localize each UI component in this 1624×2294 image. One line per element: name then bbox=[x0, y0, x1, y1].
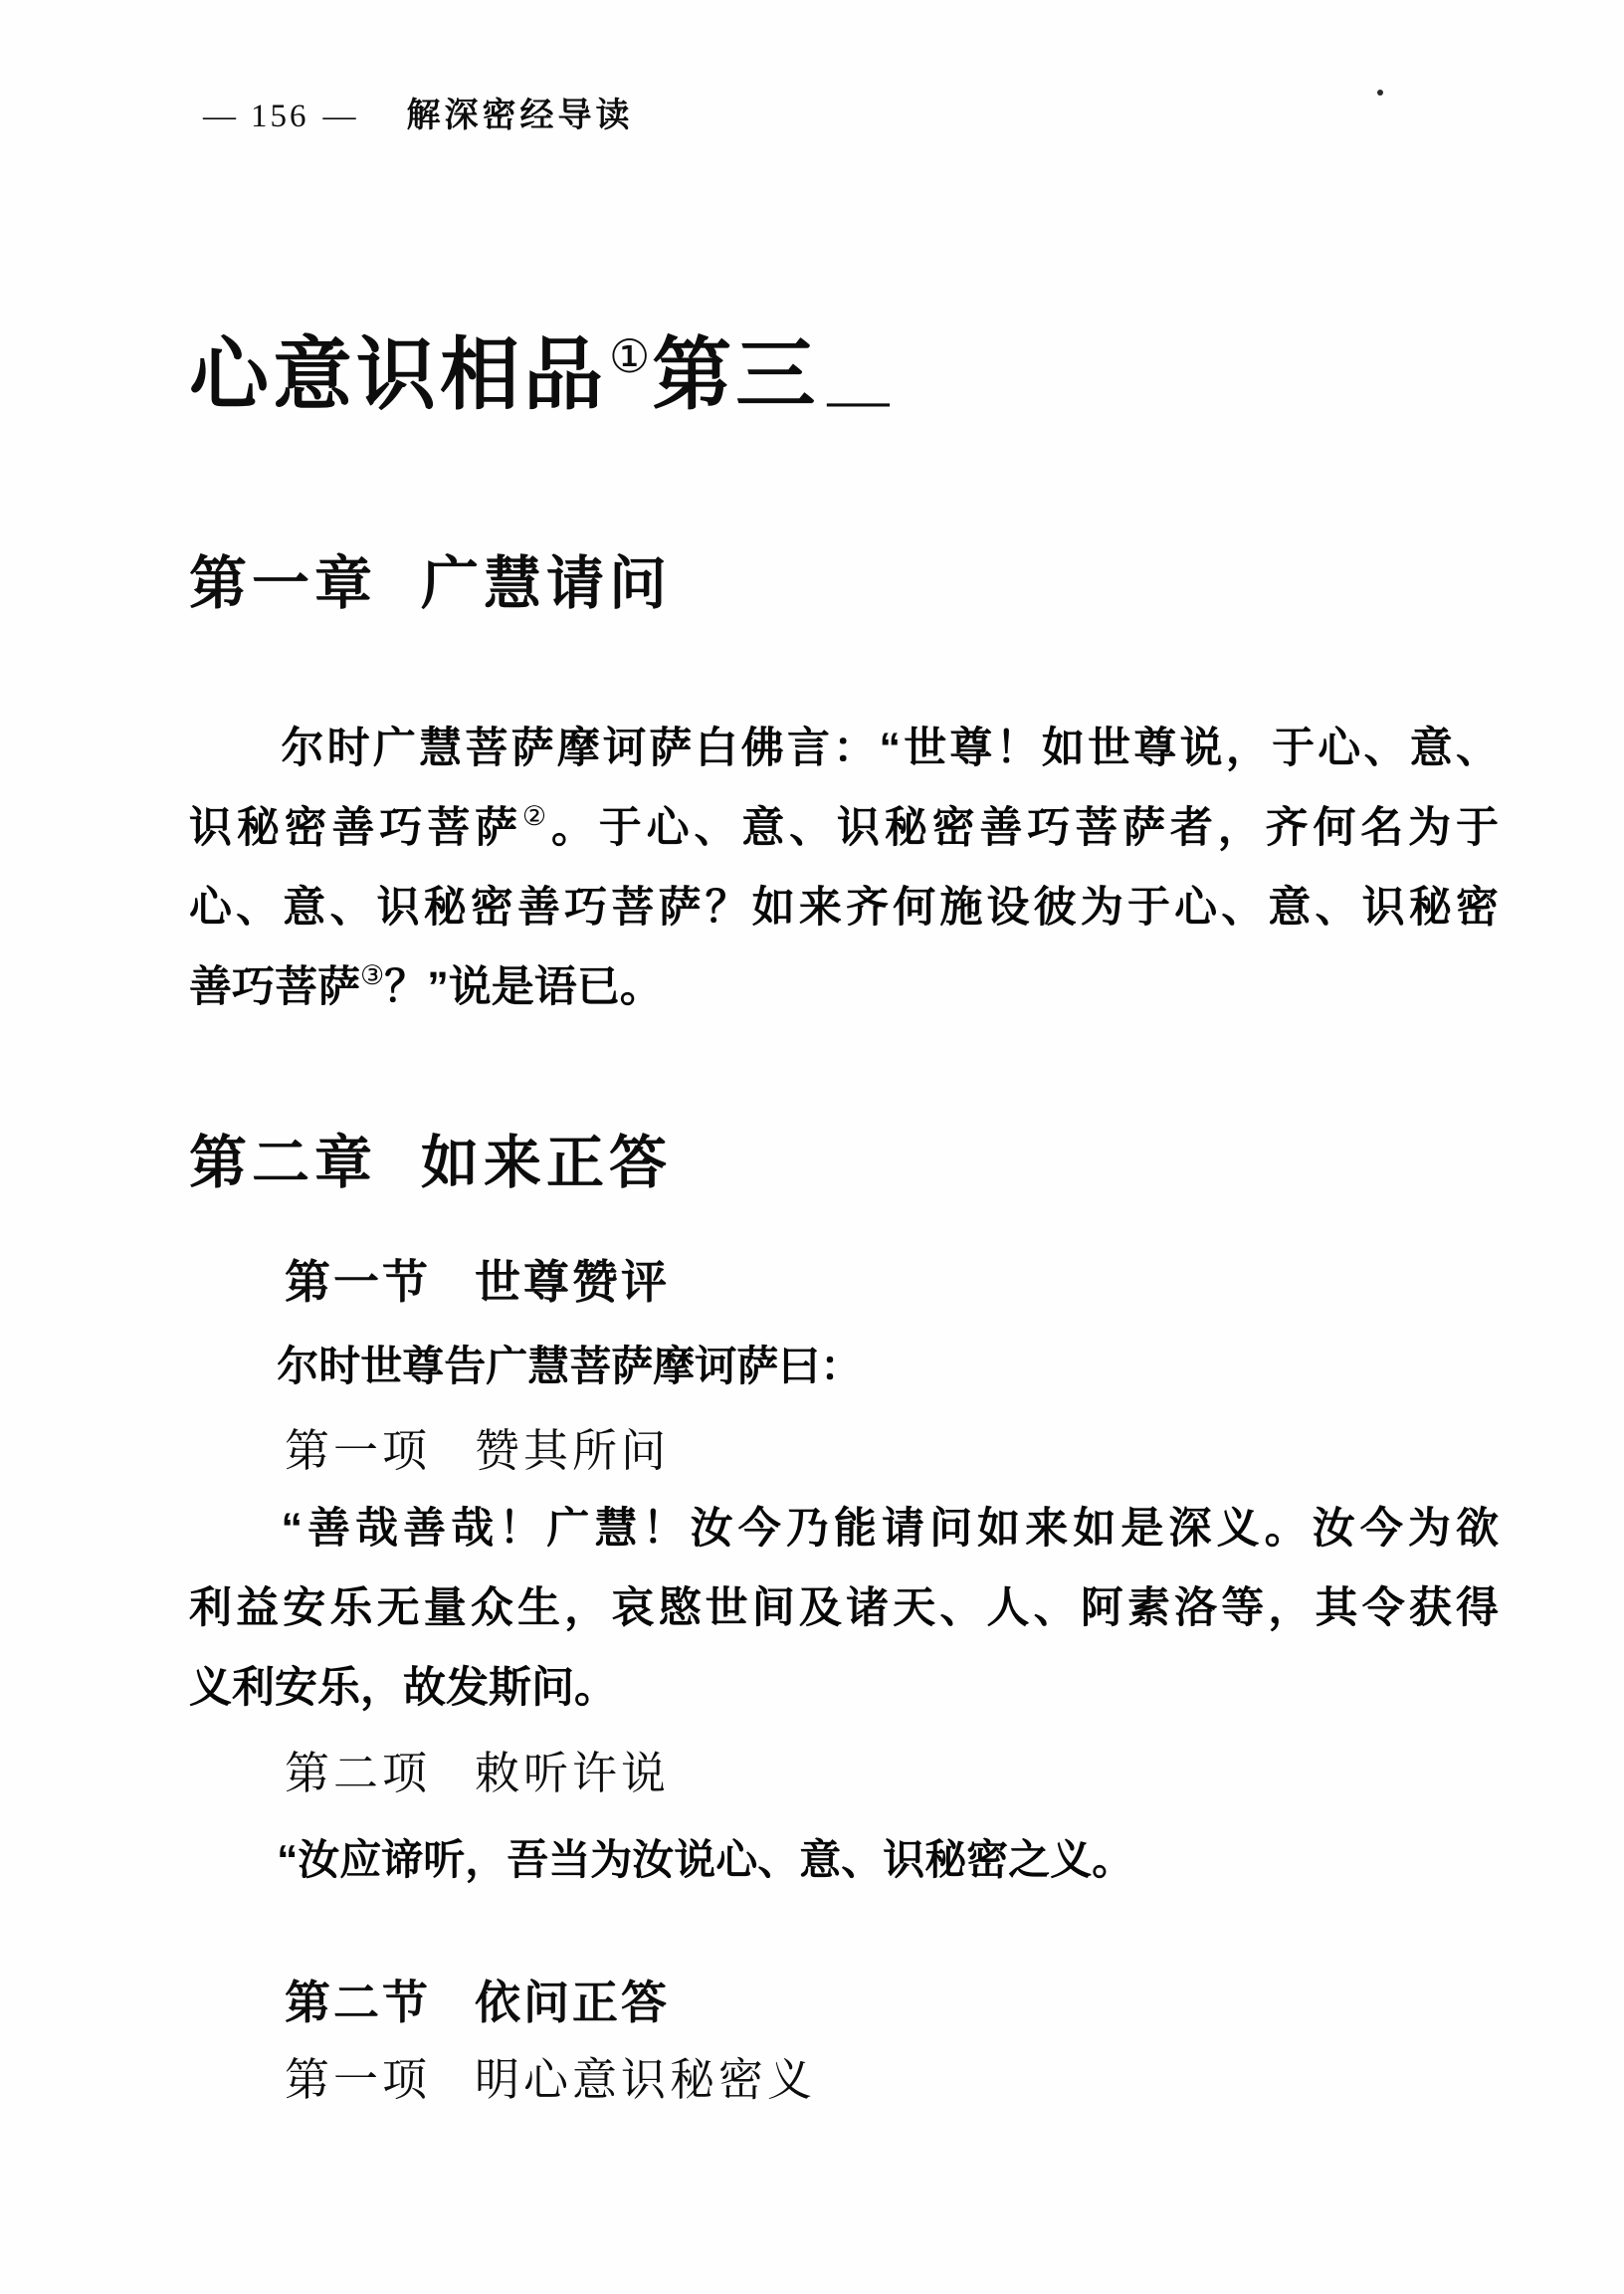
page-title-number: 第三 bbox=[652, 332, 820, 420]
paragraph-line-text: ？”说是语已。 bbox=[384, 963, 663, 1011]
paragraph-line-text: 识秘密善巧菩萨 bbox=[189, 804, 522, 852]
running-header bbox=[189, 88, 634, 136]
page-title-text: 心意识相品 bbox=[189, 332, 607, 420]
paragraph-line-text: 。于心、意、识秘密善巧菩萨者，齐何名为于 bbox=[550, 804, 1499, 852]
footnote-ref-3: ③ bbox=[360, 960, 385, 990]
book-title: 解深密经导读 bbox=[406, 97, 634, 134]
paragraph-listen: “汝应谛听，吾当为汝说心、意、识秘密之义。 bbox=[277, 1836, 1134, 1883]
item-2-label: 第二项 bbox=[285, 1749, 432, 1798]
header-dash-right: — bbox=[322, 99, 357, 134]
paragraph-line bbox=[189, 788, 1499, 868]
item-1-heading bbox=[285, 1427, 670, 1477]
paragraph-line: “善哉善哉！广慧！汝今乃能请问如来如是深义。汝今为欲 bbox=[281, 1505, 1499, 1553]
item-1-title: 赞其所问 bbox=[475, 1426, 671, 1476]
paragraph-line: 利益安乐无量众生，哀愍世间及诸天、人、阿素洛等，其令获得 bbox=[189, 1584, 1499, 1632]
item-1-label: 第一项 bbox=[285, 1426, 432, 1476]
chapter-1-heading bbox=[189, 551, 673, 616]
item-3-label: 第一项 bbox=[285, 2055, 432, 2105]
paragraph-line bbox=[189, 947, 1499, 1027]
chapter-2-title: 如来正答 bbox=[421, 1131, 673, 1195]
section-1-heading bbox=[285, 1258, 670, 1309]
paragraph-line: 尔时广慧菩萨摩诃萨白佛言：“世尊！如世尊说，于心、意、 bbox=[281, 725, 1499, 772]
page-number: 156 bbox=[251, 99, 309, 134]
chapter-1-label: 第一章 bbox=[189, 551, 378, 616]
section-1-title: 世尊赞评 bbox=[475, 1257, 670, 1308]
section-2-title: 依问正答 bbox=[475, 1978, 670, 2028]
paragraph-praise bbox=[189, 1489, 1499, 1728]
item-3-heading bbox=[285, 2056, 816, 2106]
paragraph-line-text: 善巧菩萨 bbox=[189, 963, 360, 1011]
chapter-1-title: 广慧请问 bbox=[421, 551, 673, 616]
paragraph-question bbox=[189, 709, 1499, 1027]
chapter-2-heading bbox=[189, 1131, 673, 1195]
paragraph-line: 义利安乐，故发斯问。 bbox=[189, 1664, 617, 1712]
footnote-ref-2: ② bbox=[521, 801, 551, 831]
footnote-ref-1: ① bbox=[609, 331, 651, 382]
page-title bbox=[189, 331, 894, 434]
chapter-2-label: 第二章 bbox=[189, 1131, 378, 1195]
section-2-label: 第二节 bbox=[285, 1978, 431, 2028]
item-3-title: 明心意识秘密义 bbox=[475, 2055, 817, 2105]
narration-line: 尔时世尊告广慧菩萨摩诃萨曰： bbox=[277, 1343, 863, 1389]
item-2-title: 敕听许说 bbox=[475, 1749, 671, 1798]
header-dash-left: — bbox=[203, 99, 237, 134]
item-2-heading bbox=[285, 1750, 670, 1799]
scan-speck-dot bbox=[1377, 90, 1383, 96]
paragraph-line: 心、意、识秘密善巧菩萨？如来齐何施设彼为于心、意、识秘密 bbox=[189, 884, 1499, 932]
section-2-heading bbox=[285, 1979, 670, 2029]
section-1-label: 第一节 bbox=[285, 1257, 431, 1308]
title-trailing-dash: — bbox=[827, 364, 894, 434]
